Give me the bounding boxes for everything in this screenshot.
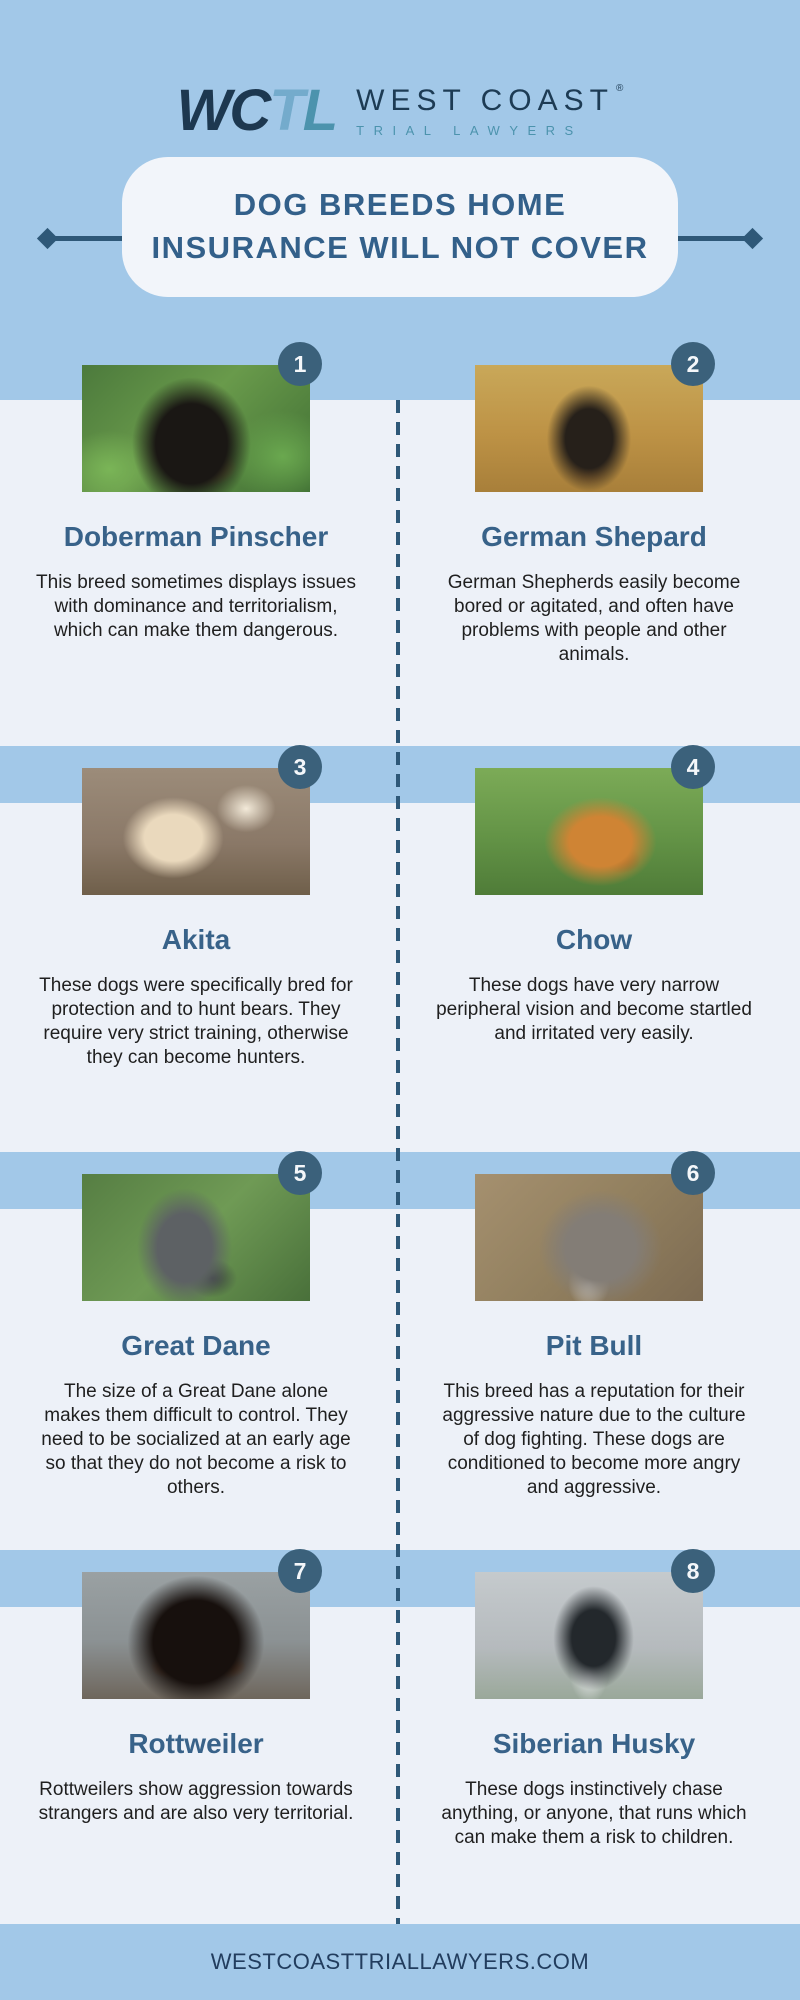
breed-description: This breed has a reputation for their aggressive nature due to the culture of dog fighting. These dogs are conditioned to become more angry and aggressive.: [442, 1381, 746, 1498]
breed-name: Pit Bull: [545, 1330, 643, 1361]
page-title-line2: INSURANCE WILL NOT COVER: [151, 230, 649, 265]
breed-photo: [475, 1159, 703, 1301]
breed-row-1: [0, 343, 800, 749]
breed-description: These dogs have very narrow peripheral vision and become startled and irritated very easily.: [436, 975, 752, 1044]
breed-photo: [475, 753, 703, 895]
breed-description: These dogs instinctively chase anything, or anyone, that runs which can make them a risk to children.: [441, 1779, 747, 1848]
logo-name: [356, 82, 624, 117]
breed-name: Chow: [555, 924, 633, 955]
breed-name: Akita: [161, 924, 231, 955]
breed-photo: [475, 1557, 703, 1699]
breed-description: This breed sometimes displays issues with dominance and territorialism, which can make them dangerous.: [36, 572, 356, 641]
footer-band: [0, 1924, 800, 2000]
number-badge: 7: [278, 1549, 322, 1593]
breed-name: Siberian Husky: [492, 1728, 696, 1759]
registered-trademark: ®: [615, 82, 624, 94]
breed-description: German Shepherds easily become bored or agitated, and often have problems with people and other animals.: [447, 572, 741, 665]
breed-name: Great Dane: [121, 1330, 271, 1361]
number-badge: 1: [278, 342, 322, 386]
breed-name: Doberman Pinscher: [63, 521, 329, 552]
number-badge: 4: [671, 745, 715, 789]
page-title: [152, 184, 649, 270]
breed-row-4: [0, 1550, 800, 1956]
monogram-light-letter: T: [269, 78, 303, 143]
website-url: WESTCOASTTRIALLAWYERS.COM: [210, 1949, 590, 1974]
breed-row-3: [0, 1152, 800, 1558]
monogram-teal-letter: L: [302, 78, 337, 143]
number-badge: 3: [278, 745, 322, 789]
breed-photo: [475, 350, 703, 492]
breed-photo: [82, 753, 310, 895]
breed-photo: [82, 350, 310, 492]
breed-photo: [82, 1159, 310, 1301]
breed-name: German Shepard: [481, 521, 707, 552]
title-banner: [122, 157, 678, 297]
dashed-center-divider: [396, 400, 400, 1924]
logo-wordmark: [356, 82, 624, 138]
number-badge: 8: [671, 1549, 715, 1593]
breed-description: These dogs were specifically bred for protection and to hunt bears. They require very strict training, otherwise they can become hunters.: [39, 975, 353, 1068]
breed-photo: [82, 1557, 310, 1699]
decor-line-right: [678, 236, 748, 241]
breed-row-2: [0, 746, 800, 1152]
breed-description: Rottweilers show aggression towards strangers and are also very territorial.: [38, 1779, 354, 1824]
breed-name: Rottweiler: [128, 1728, 264, 1759]
breed-description: The size of a Great Dane alone makes them difficult to control. They need to be socialized at an early age so that they do not become a risk to others.: [41, 1381, 351, 1498]
wctl-logo: [0, 78, 800, 143]
number-badge: 5: [278, 1151, 322, 1195]
logo-name-text: WEST COAST: [356, 83, 614, 117]
number-badge: 2: [671, 342, 715, 386]
monogram-dark-letters: WC: [176, 78, 270, 143]
decor-line-left: [52, 236, 122, 241]
page-title-line1: DOG BREEDS HOME: [233, 187, 567, 223]
wctl-monogram-icon: [176, 78, 337, 143]
number-badge: 6: [671, 1151, 715, 1195]
logo-subtitle: TRIAL LAWYERS: [356, 122, 583, 138]
